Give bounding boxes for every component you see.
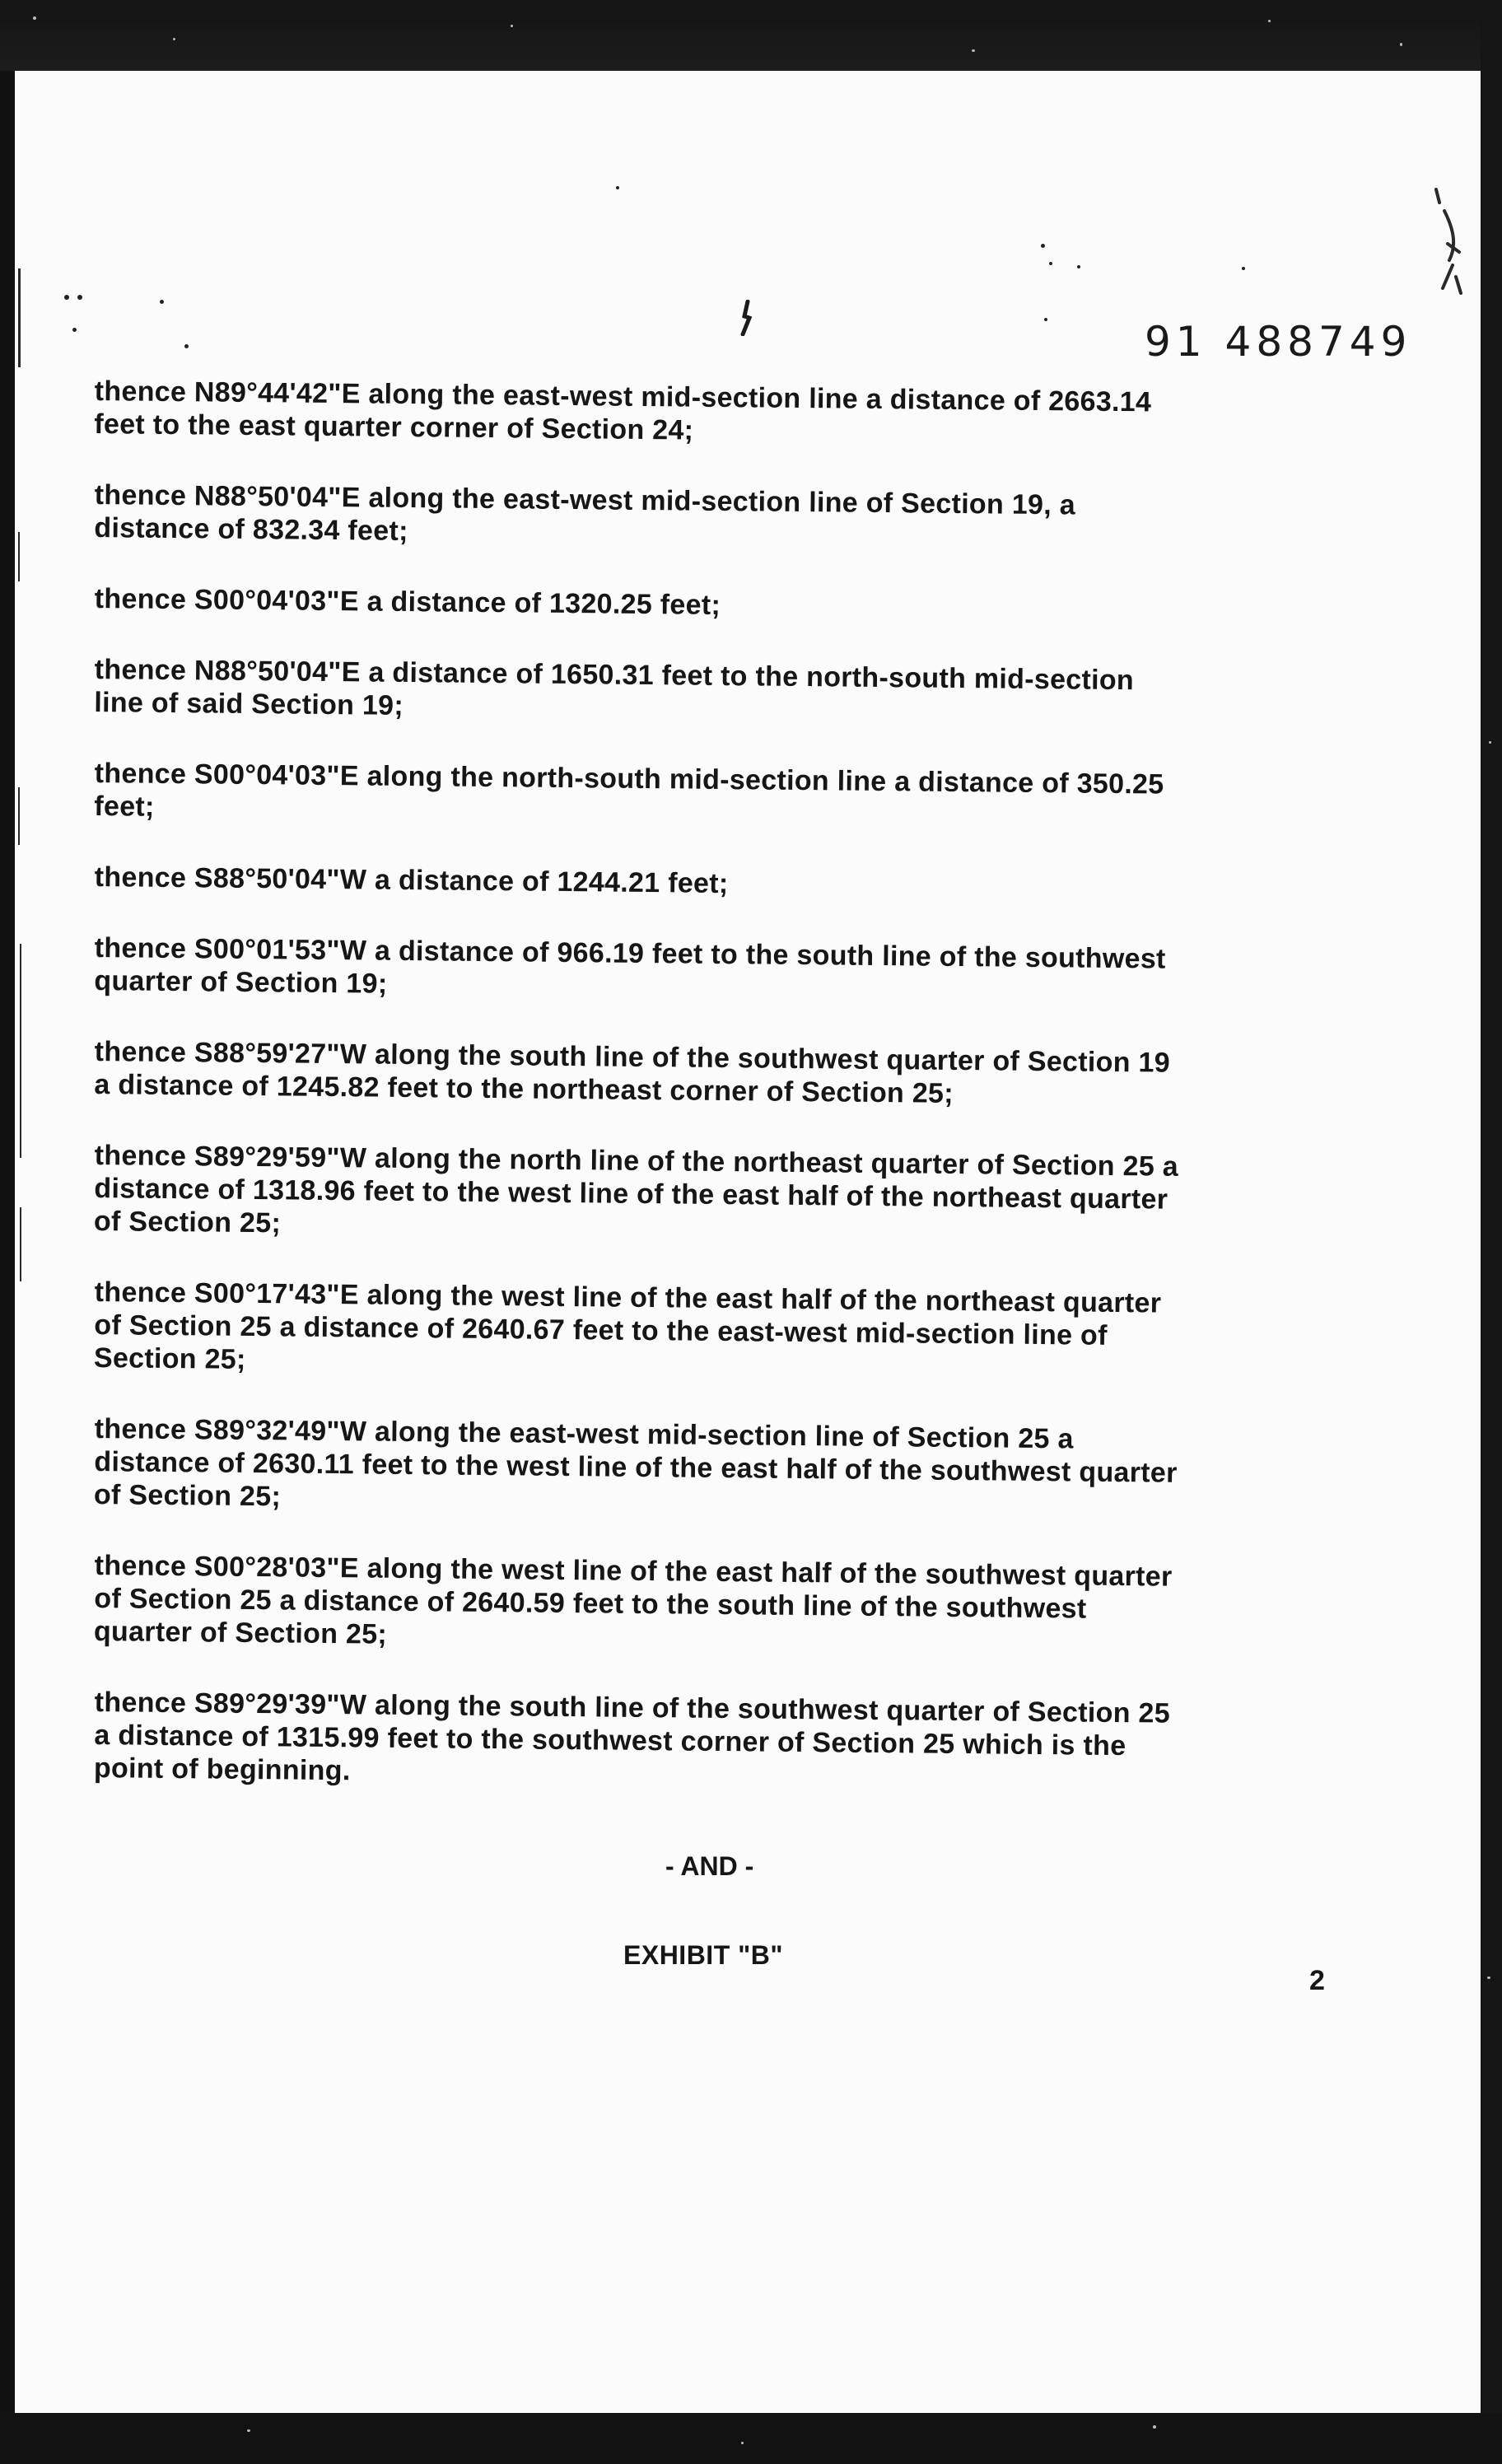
corner-scribble [1428,186,1466,301]
stray-dot [72,328,77,332]
stray-dot [1041,244,1045,248]
stray-dot [1242,267,1245,270]
scan-speck [741,2442,744,2444]
document-number: 91 488749 [1145,318,1412,366]
stray-dot [77,295,82,300]
scan-speck [972,49,975,52]
page-number: 2 [1309,1965,1325,1996]
scan-bottom-edge [0,2413,1502,2464]
scan-top-edge [0,0,1502,71]
scan-speck [511,25,513,27]
scan-speck [173,38,175,40]
description-paragraph: thence S00°01'53"W a distance of 966.19 feet to the south line of the southwest quarter of Section 19; [94,932,1166,1000]
stray-dot [64,295,69,300]
scan-speck [1153,2425,1156,2429]
scan-speck [1489,741,1491,744]
stray-dot [1044,318,1047,321]
margin-mark [18,532,20,581]
description-paragraph: thence N88°50'04"E along the east-west mid-section line of Section 19, a distance of 832.34 feet; [94,478,1076,547]
and-separator: - AND - [665,1851,754,1881]
stray-dot [1077,265,1080,268]
stray-dot [616,186,619,189]
stray-dot [1049,262,1052,265]
description-paragraph: thence S89°29'39"W along the south line of the southwest quarter of Section 25 a distance of 1315.99 feet to the southwest corner of Section 25 which is the point of beginning. [93,1687,1171,1787]
pen-mark [738,300,754,336]
description-paragraph: thence S00°04'03"E a distance of 1320.25 feet; [94,582,721,621]
description-paragraph: thence S00°17'43"E along the west line of the east half of the northeast quarter of Section 25 a distance of 2640.67 feet to the east-west mid-section line of Section 25; [93,1276,1162,1375]
scan-speck [1268,20,1271,22]
description-paragraph: thence S00°28'03"E along the west line of the east half of the southwest quarter of Section 25 a distance of 2640.59 feet to the south line of the southwest quarter of Section 25; [93,1550,1173,1650]
description-paragraph: thence S89°29'59"W along the north line of the northeast quarter of Section 25 a distance of 1318.96 feet to the west line of the east half of the northeast quarter of Section 25; [93,1140,1179,1239]
stray-dot [160,300,164,304]
margin-mark [20,1207,21,1281]
description-paragraph: thence S88°59'27"W along the south line of the southwest quarter of Section 19 a distance of 1245.82 feet to the northeast corner of Section 25; [94,1036,1171,1109]
description-paragraph: thence S89°32'49"W along the east-west mid-section line of Section 25 a distance of 2630.11 feet to the west line of the east half of the southwest quarter of Section 25; [93,1413,1178,1513]
legal-description [95,375,1379,1785]
description-paragraph: thence S88°50'04"W a distance of 1244.21 feet; [94,861,729,900]
description-paragraph: thence N89°44'42"E along the east-west mid-section line a distance of 2663.14 feet to the east quarter corner of Section 24; [94,375,1152,446]
margin-mark [18,268,21,367]
scan-speck [33,16,36,20]
stray-dot [184,344,189,348]
margin-mark [18,787,20,845]
description-paragraph: thence N88°50'04"E a distance of 1650.31 feet to the north-south mid-section line of said Section 19; [94,653,1135,721]
exhibit-label: EXHIBIT "B" [623,1940,784,1970]
scan-speck [247,2429,250,2432]
scan-right-edge [1481,0,1502,2464]
description-paragraph: thence S00°04'03"E along the north-south mid-section line a distance of 350.25 feet; [94,757,1164,823]
scan-speck [1487,1976,1490,1979]
margin-mark [20,944,21,1158]
scan-speck [1400,43,1402,46]
